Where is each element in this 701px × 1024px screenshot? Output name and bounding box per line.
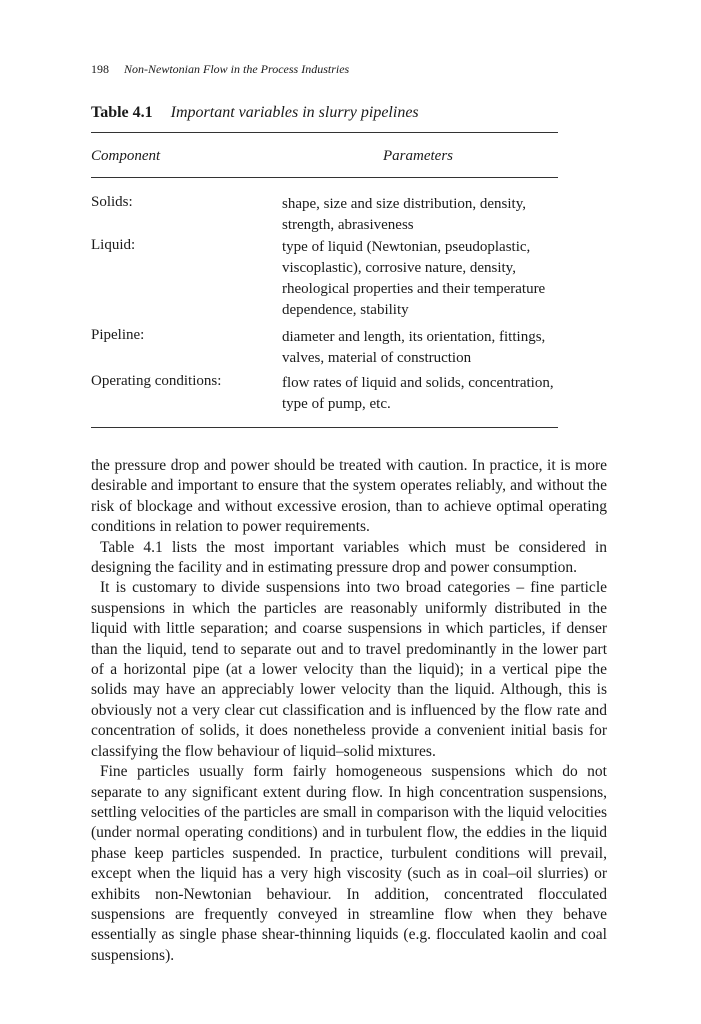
table-caption — [91, 104, 419, 122]
running-head — [91, 62, 349, 77]
table-title: Important variables in slurry pipelines — [170, 104, 419, 121]
column-header-component: Component — [91, 148, 161, 164]
table-row-label: Solids: — [91, 194, 133, 210]
table-top-rule — [91, 132, 558, 133]
table-row-label: Liquid: — [91, 237, 136, 253]
table-bottom-rule — [91, 427, 558, 428]
table-row-parameters: diameter and length, its orientation, fittings, valves, material of construction — [282, 329, 546, 366]
table-row-label: Operating conditions: — [91, 373, 222, 389]
table-label: Table 4.1 — [91, 104, 153, 121]
paragraph: Table 4.1 lists the most important variables which must be considered in designing the facility and in estimating pressure drop and power consumption. — [91, 538, 607, 577]
table-row-parameters: type of liquid (Newtonian, pseudoplastic, viscoplastic), corrosive nature, density, rheological properties and their temperature dependence, stability — [282, 239, 546, 318]
table-row-label: Pipeline: — [91, 327, 145, 343]
table-header-rule — [91, 177, 558, 178]
page-number: 198 — [91, 62, 109, 76]
table-row-parameters: flow rates of liquid and solids, concentration, type of pump, etc. — [282, 375, 554, 412]
paragraph: the pressure drop and power should be treated with caution. In practice, it is more desirable and important to ensure that the system operates reliably, and without the risk of blockage and without excessive erosion, than to achieve optimal operating conditions in relation to power requirements. — [91, 457, 607, 536]
column-header-parameters: Parameters — [383, 148, 453, 164]
table-row-parameters: shape, size and size distribution, density, strength, abrasiveness — [282, 196, 526, 233]
paragraph: Fine particles usually form fairly homogeneous suspensions which do not separate to any significant extent during flow. In high concentration suspensions, settling velocities of the particles are small in comparison with the liquid velocities (under normal operating conditions) and in turbulent flow, the eddies in the liquid phase keep particles suspended. In practice, turbulent conditions will prevail, except when the liquid has a very high viscosity (such as in coal–oil slurries) or exhibits non-Newtonian behaviour. In addition, concentrated flocculated suspensions are frequently conveyed in streamline flow when they behave essentially as single phase shear-thinning liquids (e.g. flocculated kaolin and coal suspensions). — [91, 763, 607, 964]
book-title: Non-Newtonian Flow in the Process Industries — [124, 62, 350, 76]
paragraph: It is customary to divide suspensions into two broad categories – fine particle suspensions in which the particles are reasonably uniformly distributed in the liquid with little separation; and coarse suspensions in which particles, if denser than the liquid, tend to separate out and to travel predominantly in the lower part of a horizontal pipe (at a lower velocity than the liquid); in a vertical pipe the solids may have an appreciably lower velocity than the liquid. Although, this is obviously not a very clear cut classification and is influenced by the flow rate and concentration of solids, it does nonetheless provide a convenient initial basis for classifying the flow behaviour of liquid–solid mixtures. — [91, 579, 607, 760]
body-text — [91, 456, 607, 966]
